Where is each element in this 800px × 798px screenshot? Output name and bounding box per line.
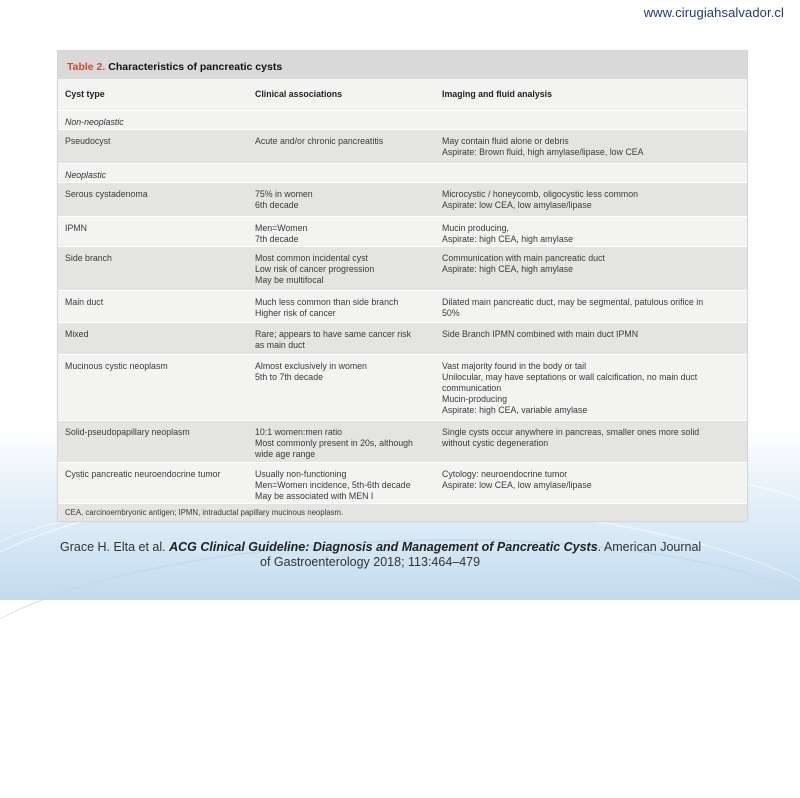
- section-row: [58, 164, 747, 183]
- section-label: Neoplastic: [65, 170, 107, 180]
- table-row: [58, 183, 747, 217]
- table-row: [58, 291, 747, 323]
- cell-type: Serous cystadenoma: [65, 189, 148, 199]
- table-header-row: [58, 82, 747, 111]
- section-row: [58, 111, 747, 130]
- cell-type: Solid-pseudopapillary neoplasm: [65, 427, 190, 437]
- section-label: Non-neoplastic: [65, 117, 124, 127]
- cell-imaging: Single cysts occur anywhere in pancreas, smaller ones more solid without cystic degeneration: [442, 427, 700, 448]
- cell-type: Main duct: [65, 297, 104, 307]
- cell-type: Mucinous cystic neoplasm: [65, 361, 168, 371]
- citation: [60, 540, 750, 570]
- cyst-table: [58, 82, 747, 507]
- cell-imaging: Dilated main pancreatic duct, may be segmental, patulous orifice in 50%: [442, 297, 704, 318]
- cell-type: Pseudocyst: [65, 136, 111, 146]
- table-row: [58, 247, 747, 291]
- cell-type: Side branch: [65, 253, 112, 263]
- cell-clinical: 10:1 women:men ratio Most commonly present in 20s, although wide age range: [255, 427, 413, 459]
- cell-imaging: Microcystic / honeycomb, oligocystic less common Aspirate: low CEA, low amylase/lipase: [442, 189, 639, 210]
- site-url: www.cirugiahsalvador.cl: [643, 5, 784, 20]
- table-row: [58, 355, 747, 421]
- citation-journal-line2: of Gastroenterology 2018; 113:464–479: [260, 555, 481, 569]
- header-clinical: Clinical associations: [255, 89, 343, 99]
- table-row: [58, 323, 747, 355]
- cell-clinical: Acute and/or chronic pancreatitis: [255, 136, 384, 146]
- cell-imaging: Cytology: neuroendocrine tumor Aspirate: low CEA, low amylase/lipase: [442, 469, 592, 490]
- cell-type: Cystic pancreatic neuroendocrine tumor: [65, 469, 221, 479]
- table-number: Table 2.: [67, 61, 106, 73]
- cell-imaging: May contain fluid alone or debris Aspirate: Brown fluid, high amylase/lipase, low CEA: [442, 136, 644, 157]
- citation-authors: Grace H. Elta et al.: [60, 540, 166, 554]
- cell-clinical: Almost exclusively in women 5th to 7th decade: [255, 361, 367, 382]
- cell-imaging: Side Branch IPMN combined with main duct IPMN: [442, 329, 639, 339]
- cell-clinical: Men=Women 7th decade: [255, 223, 308, 244]
- cell-type: Mixed: [65, 329, 89, 339]
- citation-journal: . American Journal: [597, 540, 702, 554]
- table-image: [57, 50, 748, 522]
- cell-clinical: Much less common than side branch Higher risk of cancer: [255, 297, 399, 318]
- cell-imaging: Communication with main pancreatic duct Aspirate: high CEA, high amylase: [442, 253, 605, 274]
- cell-clinical: Usually non-functioning Men=Women incidence, 5th-6th decade May be associated with MEN I: [255, 469, 411, 501]
- citation-title: ACG Clinical Guideline: Diagnosis and Management of Pancreatic Cysts: [169, 540, 598, 554]
- header-imaging: Imaging and fluid analysis: [442, 89, 552, 99]
- cell-clinical: 75% in women 6th decade: [255, 189, 313, 210]
- cell-imaging: Mucin producing, Aspirate: high CEA, high amylase: [442, 223, 574, 244]
- table-footnote: CEA, carcinoembryonic antigen; IPMN, intraductal papillary mucinous neoplasm.: [58, 503, 747, 521]
- cell-clinical: Most common incidental cyst Low risk of cancer progression May be multifocal: [255, 253, 375, 285]
- header-cyst-type: Cyst type: [65, 89, 105, 99]
- cell-type: IPMN: [65, 223, 87, 233]
- table-row: [58, 421, 747, 463]
- table-row: [58, 217, 747, 247]
- cell-imaging: Vast majority found in the body or tail Unilocular, may have septations or wall calcification, no main duct communication Mucin-producing Aspirate: high CEA, variable amylase: [442, 361, 698, 415]
- table-title: [58, 51, 747, 79]
- table-row: [58, 130, 747, 164]
- cell-clinical: Rare; appears to have same cancer risk as main duct: [255, 329, 411, 350]
- table-title-text: Characteristics of pancreatic cysts: [108, 61, 283, 73]
- table-row: [58, 463, 747, 507]
